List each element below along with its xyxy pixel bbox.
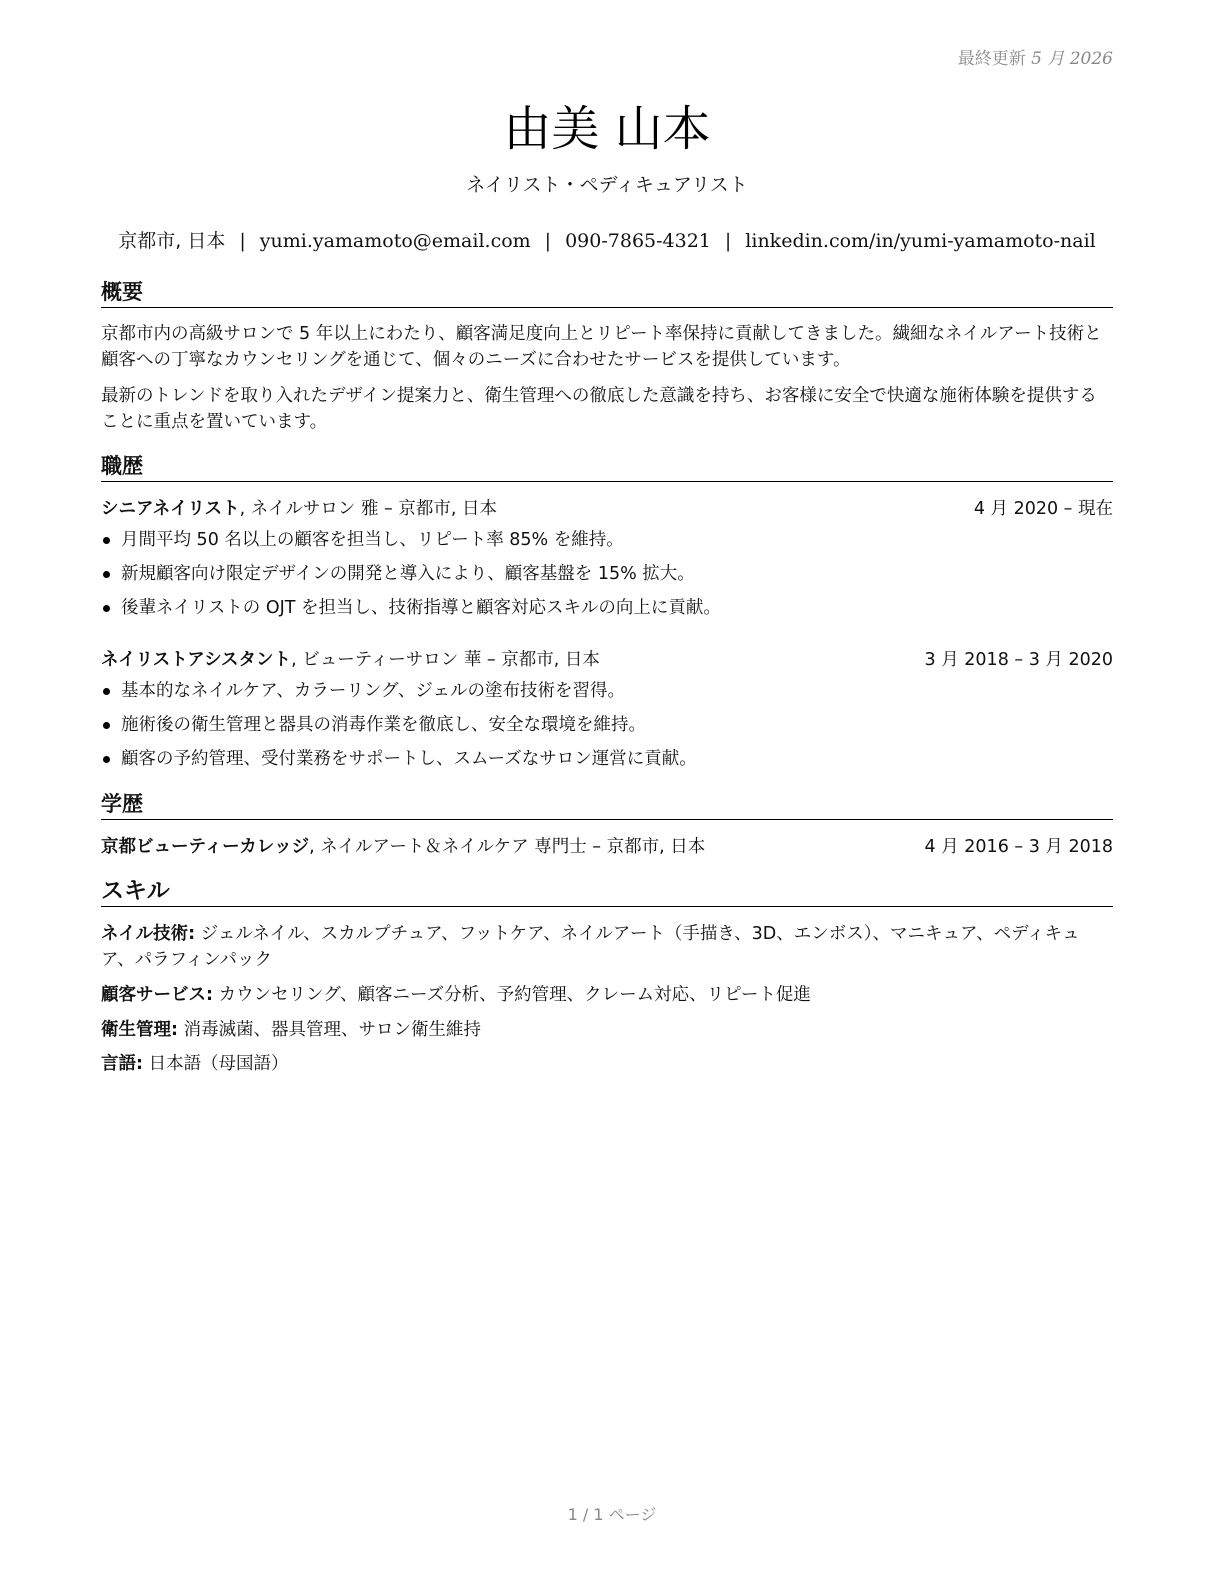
- last-updated-date: 5 月 2026: [1031, 49, 1113, 69]
- contact-line: [101, 226, 1113, 253]
- candidate-name: 由美 山本: [503, 101, 711, 157]
- summary-paragraph: 最新のトレンドを取り入れたデザイン提案力と、衛生管理への徹底した意識を持ち、お客様に安全で快適な施術体験を提供することに重点を置いています。: [101, 386, 1097, 432]
- skill-row: [101, 982, 1113, 1008]
- job-dates: 4 月 2020 – 現在: [973, 499, 1113, 519]
- skill-value: 消毒滅菌、器具管理、サロン衛生維持: [178, 1020, 482, 1040]
- skill-row: [101, 1051, 1113, 1077]
- contact-separator: |: [724, 230, 732, 252]
- list-item: 月間平均 50 名以上の顧客を担当し、リピート率 85% を維持。: [101, 527, 1113, 561]
- contact-email[interactable]: yumi.yamamoto@email.com: [259, 230, 531, 252]
- education-entry: [101, 834, 1113, 860]
- job-org: , ビューティーサロン 華 – 京都市, 日本: [291, 650, 600, 670]
- education-detail: , ネイルアート＆ネイルケア 専門士 – 京都市, 日本: [309, 837, 706, 857]
- skill-value: 日本語（母国語）: [143, 1054, 289, 1074]
- job-position: ネイリストアシスタント: [101, 650, 292, 670]
- list-item: 後輩ネイリストの OJT を担当し、技術指導と顧客対応スキルの向上に貢献。: [101, 595, 1113, 629]
- education-dates: 4 月 2016 – 3 月 2018: [924, 837, 1113, 857]
- skill-label: 衛生管理:: [101, 1020, 178, 1040]
- job-position: シニアネイリスト: [101, 499, 240, 519]
- job-bullets: [101, 527, 1113, 629]
- contact-separator: |: [239, 230, 246, 252]
- section-title-skills: スキル: [101, 878, 1113, 907]
- contact-linkedin[interactable]: linkedin.com/in/yumi-yamamoto-nail: [745, 230, 1096, 252]
- list-item: 施術後の衛生管理と器具の消毒作業を徹底し、安全な環境を維持。: [101, 712, 1113, 746]
- last-updated: [958, 44, 1113, 69]
- job-header: [101, 496, 1113, 522]
- contact-phone[interactable]: 090-7865-4321: [565, 230, 711, 252]
- list-item: 新規顧客向け限定デザインの開発と導入により、顧客基盤を 15% 拡大。: [101, 561, 1113, 595]
- list-item: 顧客の予約管理、受付業務をサポートし、スムーズなサロン運営に貢献。: [101, 746, 1113, 780]
- page-number: 1 / 1 ページ: [567, 1505, 657, 1524]
- section-title-summary: 概要: [101, 279, 1113, 308]
- job-dates: 3 月 2018 – 3 月 2020: [924, 650, 1113, 670]
- education-school: 京都ビューティーカレッジ: [101, 837, 310, 857]
- summary-paragraph: 京都市内の高級サロンで 5 年以上にわたり、顧客満足度向上とリピート率保持に貢献してきました。繊細なネイルアート技術と顧客への丁寧なカウンセリングを通じて、個々のニーズに合わせたサービスを提供しています。: [101, 324, 1102, 370]
- skill-label: ネイル技術:: [101, 924, 196, 944]
- job-header: [101, 647, 1113, 673]
- list-item: 基本的なネイルケア、カラーリング、ジェルの塗布技術を習得。: [101, 678, 1113, 712]
- job-bullets: [101, 678, 1113, 780]
- skill-value: ジェルネイル、スカルプチュア、フットケア、ネイルアート（手描き、3D、エンボス）、マニキュア、ペディキュア、パラフィンパック: [101, 924, 1080, 970]
- candidate-role: ネイリスト・ペディキュアリスト: [466, 174, 748, 196]
- contact-location: 京都市, 日本: [118, 230, 226, 252]
- section-title-experience: 職歴: [101, 453, 1113, 482]
- skill-value: カウンセリング、顧客ニーズ分析、予約管理、クレーム対応、リピート促進: [213, 985, 811, 1005]
- contact-separator: |: [544, 230, 552, 252]
- section-title-education: 学歴: [101, 791, 1113, 820]
- skill-label: 言語:: [101, 1054, 143, 1074]
- skill-row: [101, 1017, 1113, 1043]
- skill-label: 顧客サービス:: [101, 985, 213, 1005]
- job-org: , ネイルサロン 雅 – 京都市, 日本: [239, 499, 497, 519]
- skill-row: [101, 921, 1113, 973]
- last-updated-prefix: 最終更新: [957, 49, 1026, 69]
